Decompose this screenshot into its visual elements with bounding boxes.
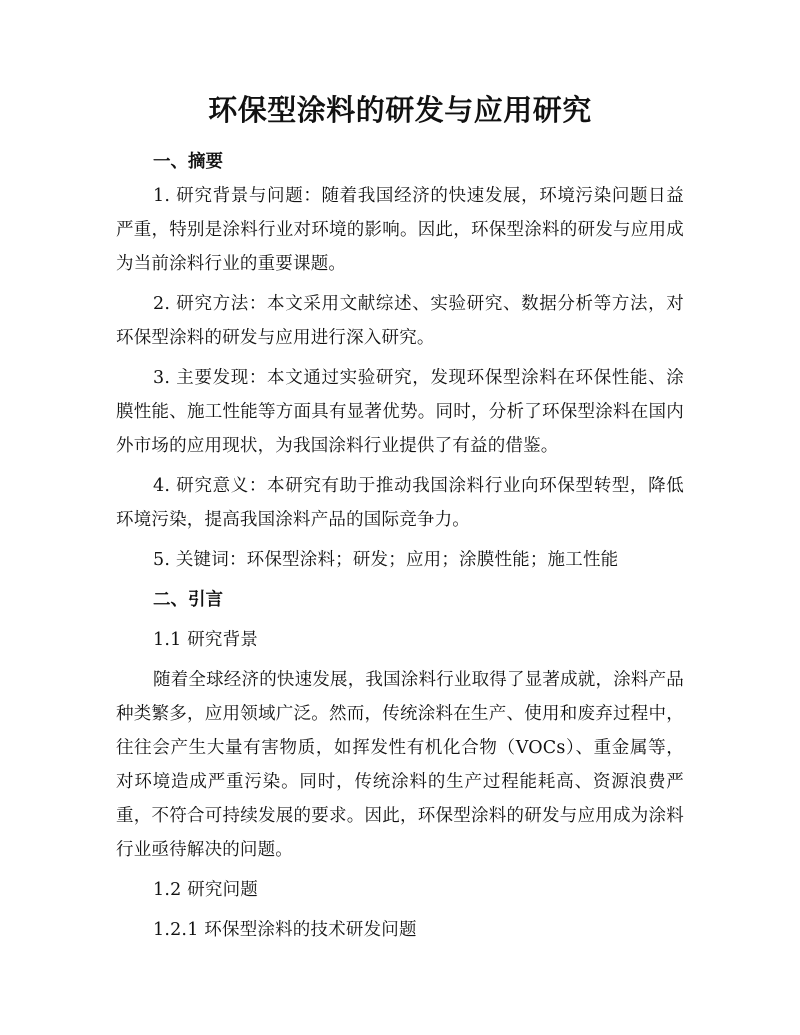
abstract-item: 3. 主要发现：本文通过实验研究，发现环保型涂料在环保性能、涂膜性能、施工性能等方面具有显著优势。同时，分析了环保型涂料在国内外市场的应用现状，为我国涂料行业提供了有益的借鉴。 (116, 368, 684, 456)
document-title: 环保型涂料的研发与应用研究 (208, 93, 592, 127)
subsection-title: 1.1 研究背景 (153, 630, 258, 650)
subsection-title: 1.2 研究问题 (153, 880, 258, 900)
abstract-heading: 一、摘要 (153, 152, 223, 172)
intro-heading: 二、引言 (153, 590, 223, 610)
subsection-title: 1.2.1 环保型涂料的技术研发问题 (153, 920, 417, 940)
abstract-item: 2. 研究方法：本文采用文献综述、实验研究、数据分析等方法，对环保型涂料的研发与应用进行深入研究。 (116, 294, 684, 348)
intro-paragraph: 随着全球经济的快速发展，我国涂料行业取得了显著成就，涂料产品种类繁多，应用领域广泛。然而，传统涂料在生产、使用和废弃过程中，往往会产生大量有害物质，如挥发性有机化合物（VOCs）、重金属等，对环境造成严重污染。同时，传统涂料的生产过程能耗高、资源浪费严重，不符合可持续发展的要求。因此，环保型涂料的研发与应用成为涂料行业亟待解决的问题。 (116, 670, 684, 860)
abstract-item: 5. 关键词：环保型涂料；研发；应用；涂膜性能；施工性能 (153, 550, 619, 570)
abstract-item: 4. 研究意义：本研究有助于推动我国涂料行业向环保型转型，降低环境污染，提高我国涂料产品的国际竞争力。 (116, 476, 684, 530)
document-body (116, 145, 684, 947)
abstract-item: 1. 研究背景与问题：随着我国经济的快速发展，环境污染问题日益严重，特别是涂料行业对环境的影响。因此，环保型涂料的研发与应用成为当前涂料行业的重要课题。 (116, 186, 684, 274)
